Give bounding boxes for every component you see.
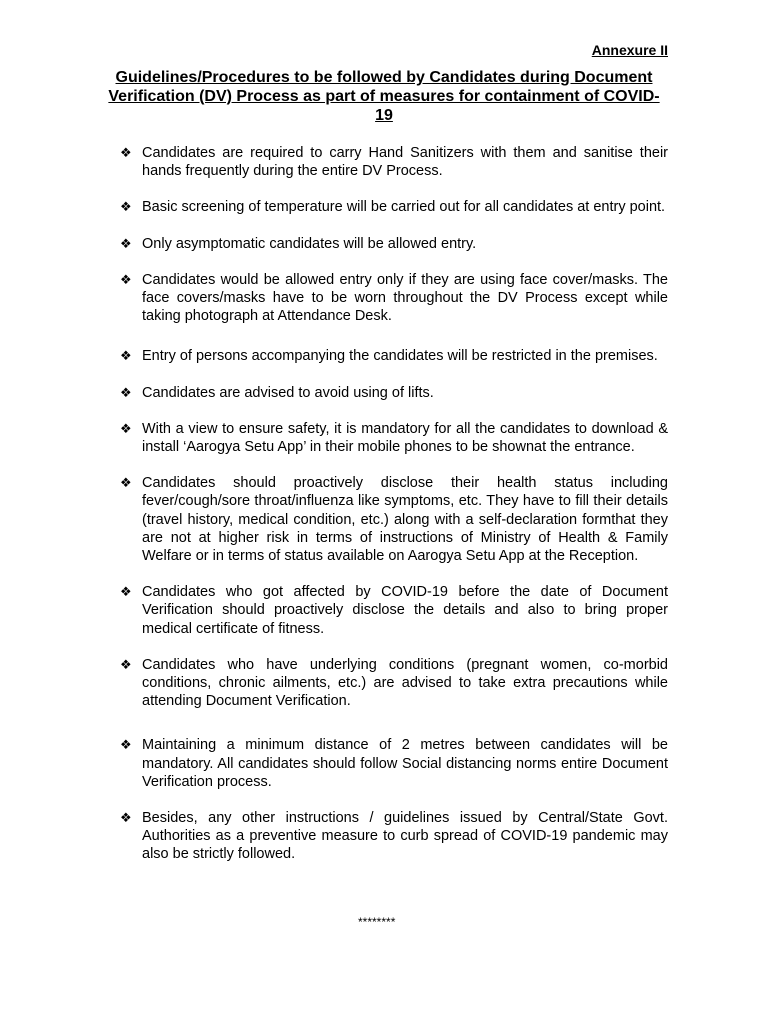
- guideline-text: Candidates who have underlying conditions (pregnant women, co-morbid conditions, chronic ailments, etc.) are advised to take extra precautions while attending Document Verification.: [142, 656, 668, 710]
- end-of-document-mark: ********: [358, 915, 396, 929]
- guideline-text: Candidates should proactively disclose their health status including fever/cough/sore throat/influenza like symptoms, etc. They have to fill their details (travel history, medical condition, etc.) along with a self-declaration formthat they are not at higher risk in terms of instructions of Ministry of Health & Family Welfare or in terms of status available on Aarogya Setu App at the Reception.: [142, 475, 668, 565]
- guideline-text: Candidates would be allowed entry only if they are using face cover/masks. The face covers/masks have to be worn throughout the DV Process except while taking photograph at Attendance Desk.: [142, 271, 668, 325]
- diamond-bullet-icon: ❖: [120, 420, 132, 436]
- diamond-bullet-icon: ❖: [120, 271, 132, 287]
- annexure-label: Annexure II: [591, 42, 668, 58]
- document-title: Guidelines/Procedures to be followed by Candidates during Document Verification (DV) Process as part of measures for containment of COVID-19: [108, 69, 660, 124]
- diamond-bullet-icon: ❖: [120, 384, 132, 400]
- guideline-item: [120, 271, 668, 326]
- guideline-item: [120, 809, 668, 864]
- diamond-bullet-icon: ❖: [120, 235, 132, 251]
- guideline-text: With a view to ensure safety, it is mandatory for all the candidates to download & install ‘Aarogya Setu App’ in their mobile phones to be shownat the entrance.: [142, 420, 668, 456]
- diamond-bullet-icon: ❖: [120, 475, 132, 491]
- guideline-item: [120, 384, 668, 402]
- diamond-bullet-icon: ❖: [120, 737, 132, 753]
- guideline-item: [120, 235, 668, 253]
- diamond-bullet-icon: ❖: [120, 584, 132, 600]
- diamond-bullet-icon: ❖: [120, 810, 132, 826]
- diamond-bullet-icon: ❖: [120, 656, 132, 672]
- diamond-bullet-icon: ❖: [120, 199, 132, 215]
- diamond-bullet-icon: ❖: [120, 348, 132, 364]
- guideline-text: Candidates are required to carry Hand Sanitizers with them and sanitise their hands frequently during the entire DV Process.: [142, 145, 668, 180]
- guideline-item: [120, 474, 668, 565]
- guideline-text: Entry of persons accompanying the candidates will be restricted in the premises.: [142, 348, 658, 365]
- guideline-item: [120, 347, 668, 365]
- guideline-item: [120, 736, 668, 791]
- diamond-bullet-icon: ❖: [120, 145, 132, 160]
- guideline-item: [120, 144, 668, 180]
- guidelines-list: [120, 144, 668, 864]
- guideline-item: [120, 656, 668, 711]
- guideline-text: Candidates who got affected by COVID-19 before the date of Document Verification should proactively disclose the details and also to bring proper medical certificate of fitness.: [142, 584, 668, 637]
- guideline-item: [120, 198, 668, 216]
- guideline-text: Candidates are advised to avoid using of lifts.: [142, 384, 434, 401]
- guideline-text: Basic screening of temperature will be carried out for all candidates at entry point.: [142, 199, 666, 216]
- guideline-text: Only asymptomatic candidates will be allowed entry.: [142, 235, 477, 252]
- guideline-item: [120, 420, 668, 456]
- guideline-item: [120, 583, 668, 638]
- guideline-text: Besides, any other instructions / guidelines issued by Central/State Govt. Authorities as a preventive measure to curb spread of COVID-19 pandemic may also be strictly followed.: [142, 810, 668, 863]
- guideline-text: Maintaining a minimum distance of 2 metres between candidates will be mandatory. All candidates should follow Social distancing norms entire Document Verification process.: [142, 737, 668, 790]
